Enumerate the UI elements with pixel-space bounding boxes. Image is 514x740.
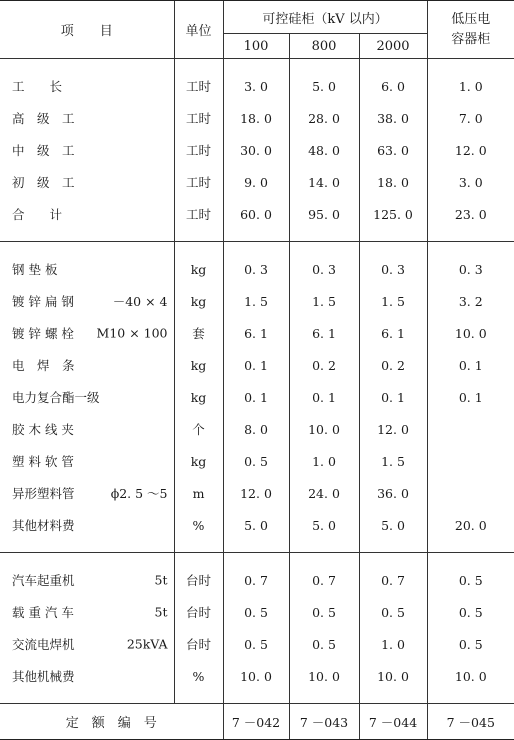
row-value: 0. 3 (427, 253, 514, 285)
row-value: 10. 0 (223, 660, 289, 692)
row-value: 63. 0 (359, 134, 427, 166)
table-row (0, 477, 514, 509)
table-row (0, 660, 514, 692)
row-value: 1. 0 (289, 445, 359, 477)
row-item-name: 异形塑料管 (12, 486, 75, 501)
row-item-name: 交流电焊机 (12, 637, 75, 652)
gap-cell (289, 692, 359, 704)
gap-cell (427, 541, 514, 553)
row-item (0, 317, 174, 349)
gap-cell (223, 553, 289, 565)
gap-cell (0, 541, 174, 553)
row-item-name: 汽车起重机 (12, 573, 75, 588)
gap-cell (427, 59, 514, 71)
gap-cell (427, 553, 514, 565)
row-item (0, 102, 174, 134)
gap-cell (359, 553, 427, 565)
row-value: 14. 0 (289, 166, 359, 198)
row-item-name: 载 重 汽 车 (12, 605, 74, 620)
row-value: 18. 0 (223, 102, 289, 134)
gap-cell (289, 59, 359, 71)
row-unit: kg (174, 349, 223, 381)
table-row (0, 317, 514, 349)
row-value: 5. 0 (359, 509, 427, 541)
row-value (427, 477, 514, 509)
gap-cell (289, 553, 359, 565)
table-row (0, 285, 514, 317)
row-value: 28. 0 (289, 102, 359, 134)
row-value: 125. 0 (359, 198, 427, 230)
row-value: 0. 1 (223, 381, 289, 413)
row-item (0, 198, 174, 230)
gap-cell (427, 230, 514, 242)
row-item-name: 工 长 (12, 79, 63, 94)
header-last-line1: 低压电 (451, 11, 491, 27)
gap-cell (174, 59, 223, 71)
gap-cell (174, 541, 223, 553)
row-unit: m (174, 477, 223, 509)
row-value: 7. 0 (427, 102, 514, 134)
row-item-name: 其他材料费 (12, 518, 75, 533)
row-value: 3. 0 (427, 166, 514, 198)
row-value: 0. 2 (289, 349, 359, 381)
section-gap (0, 242, 514, 254)
gap-cell (223, 59, 289, 71)
row-value: 0. 5 (427, 564, 514, 596)
row-unit: 工时 (174, 198, 223, 230)
gap-cell (0, 692, 174, 704)
row-value: 12. 0 (359, 413, 427, 445)
gap-cell (359, 59, 427, 71)
row-value (427, 413, 514, 445)
row-value: 5. 0 (223, 509, 289, 541)
footer-label: 定 额 编 号 (0, 704, 223, 740)
row-item-spec: 5t (154, 572, 168, 588)
row-value: 12. 0 (223, 477, 289, 509)
row-value: 3. 0 (223, 70, 289, 102)
row-value: 6. 0 (359, 70, 427, 102)
row-item-name: 其他机械费 (12, 669, 75, 684)
gap-cell (174, 230, 223, 242)
row-value: 0. 7 (223, 564, 289, 596)
gap-cell (0, 242, 174, 254)
header-group: 可控硅柜（kV 以内） (223, 1, 427, 34)
row-value: 6. 1 (359, 317, 427, 349)
header-unit: 单位 (174, 1, 223, 59)
header-row-1 (0, 1, 514, 34)
row-item (0, 253, 174, 285)
row-value: 0. 1 (359, 381, 427, 413)
header-item: 项 目 (0, 1, 174, 59)
row-value: 10. 0 (359, 660, 427, 692)
row-value: 0. 5 (223, 596, 289, 628)
row-item-name: 胶 木 线 夹 (12, 422, 74, 437)
row-value (427, 445, 514, 477)
gap-cell (359, 541, 427, 553)
row-value: 0. 5 (223, 445, 289, 477)
row-value: 0. 1 (289, 381, 359, 413)
row-item-name: 镀 锌 扁 钢 (12, 294, 74, 309)
section-gap (0, 541, 514, 553)
table-row (0, 413, 514, 445)
row-value: 1. 5 (223, 285, 289, 317)
table-row (0, 445, 514, 477)
gap-cell (0, 59, 174, 71)
header-col-2000: 2000 (359, 34, 427, 59)
row-value: 36. 0 (359, 477, 427, 509)
gap-cell (289, 242, 359, 254)
gap-cell (359, 230, 427, 242)
row-item-name: 初 级 工 (12, 175, 75, 190)
row-item-name: 塑 料 软 管 (12, 454, 74, 469)
row-item-name: 钢 垫 板 (12, 262, 58, 277)
row-unit: kg (174, 285, 223, 317)
row-value: 1. 0 (359, 628, 427, 660)
row-unit: kg (174, 381, 223, 413)
row-item-name: 中 级 工 (12, 143, 75, 158)
row-value: 9. 0 (223, 166, 289, 198)
row-item-spec: M10 × 100 (96, 325, 168, 341)
row-item-name: 电 焊 条 (12, 358, 75, 373)
row-item (0, 349, 174, 381)
row-value: 10. 0 (289, 660, 359, 692)
table-row (0, 102, 514, 134)
footer-code: 7 －044 (359, 704, 427, 740)
gap-cell (223, 692, 289, 704)
table-row (0, 596, 514, 628)
row-value: 0. 5 (223, 628, 289, 660)
row-value: 0. 5 (427, 628, 514, 660)
row-value: 0. 1 (427, 381, 514, 413)
row-value: 6. 1 (289, 317, 359, 349)
row-value: 6. 1 (223, 317, 289, 349)
row-unit: 台时 (174, 628, 223, 660)
section-gap (0, 553, 514, 565)
row-value: 10. 0 (427, 317, 514, 349)
row-unit: 工时 (174, 166, 223, 198)
footer-code: 7 －045 (427, 704, 514, 740)
gap-cell (0, 230, 174, 242)
gap-cell (427, 242, 514, 254)
table-row (0, 564, 514, 596)
row-value: 18. 0 (359, 166, 427, 198)
row-value: 5. 0 (289, 70, 359, 102)
gap-cell (289, 230, 359, 242)
row-item (0, 134, 174, 166)
row-item (0, 285, 174, 317)
row-unit: kg (174, 445, 223, 477)
row-value: 24. 0 (289, 477, 359, 509)
row-unit: 台时 (174, 564, 223, 596)
row-value: 1. 5 (359, 285, 427, 317)
row-value: 48. 0 (289, 134, 359, 166)
table-row (0, 381, 514, 413)
row-value: 0. 3 (223, 253, 289, 285)
table-row (0, 134, 514, 166)
row-item-name: 电力复合酯一级 (12, 390, 100, 405)
row-item-spec: 25kVA (126, 636, 168, 652)
gap-cell (223, 541, 289, 553)
row-unit: 套 (174, 317, 223, 349)
table-row (0, 70, 514, 102)
row-item (0, 166, 174, 198)
row-value: 0. 2 (359, 349, 427, 381)
table-row (0, 349, 514, 381)
row-item-name: 镀 锌 螺 栓 (12, 326, 74, 341)
row-value: 8. 0 (223, 413, 289, 445)
footer-code: 7 －043 (289, 704, 359, 740)
row-unit: 工时 (174, 70, 223, 102)
gap-cell (223, 242, 289, 254)
row-value: 1. 5 (359, 445, 427, 477)
row-unit: kg (174, 253, 223, 285)
row-value: 12. 0 (427, 134, 514, 166)
table-row (0, 509, 514, 541)
section-gap (0, 59, 514, 71)
row-item-name: 合 计 (12, 207, 63, 222)
row-item (0, 564, 174, 596)
table-row (0, 166, 514, 198)
row-value: 0. 7 (359, 564, 427, 596)
row-value: 20. 0 (427, 509, 514, 541)
header-col-800: 800 (289, 34, 359, 59)
gap-cell (427, 692, 514, 704)
row-item-spec: －40 × 4 (112, 294, 168, 309)
row-item-spec: ϕ2. 5 ～5 (110, 486, 168, 501)
row-unit: 个 (174, 413, 223, 445)
gap-cell (359, 692, 427, 704)
row-unit: 台时 (174, 596, 223, 628)
row-item (0, 413, 174, 445)
row-value: 0. 5 (289, 628, 359, 660)
row-value: 0. 1 (427, 349, 514, 381)
table-row (0, 253, 514, 285)
row-value: 0. 7 (289, 564, 359, 596)
section-gap (0, 692, 514, 704)
gap-cell (174, 242, 223, 254)
footer-code: 7 －042 (223, 704, 289, 740)
gap-cell (359, 242, 427, 254)
row-value: 0. 3 (359, 253, 427, 285)
row-unit: 工时 (174, 102, 223, 134)
row-value: 0. 1 (223, 349, 289, 381)
row-item (0, 628, 174, 660)
row-value: 10. 0 (289, 413, 359, 445)
row-item (0, 70, 174, 102)
section-gap (0, 230, 514, 242)
row-value: 0. 5 (289, 596, 359, 628)
row-item (0, 509, 174, 541)
row-item (0, 596, 174, 628)
gap-cell (174, 692, 223, 704)
header-last (427, 1, 514, 59)
table-row (0, 628, 514, 660)
row-value: 30. 0 (223, 134, 289, 166)
table-row (0, 198, 514, 230)
row-item-spec: 5t (154, 604, 168, 620)
gap-cell (0, 553, 174, 565)
gap-cell (289, 541, 359, 553)
row-value: 3. 2 (427, 285, 514, 317)
row-unit: 工时 (174, 134, 223, 166)
row-unit: % (174, 660, 223, 692)
row-value: 23. 0 (427, 198, 514, 230)
row-value: 0. 5 (427, 596, 514, 628)
row-item-name: 高 级 工 (12, 111, 75, 126)
row-value: 1. 0 (427, 70, 514, 102)
gap-cell (223, 230, 289, 242)
row-item (0, 445, 174, 477)
row-item (0, 477, 174, 509)
row-value: 10. 0 (427, 660, 514, 692)
gap-cell (174, 553, 223, 565)
header-col-100: 100 (223, 34, 289, 59)
header-last-line2: 容器柜 (451, 31, 491, 47)
row-value: 38. 0 (359, 102, 427, 134)
row-value: 0. 5 (359, 596, 427, 628)
row-unit: % (174, 509, 223, 541)
row-value: 95. 0 (289, 198, 359, 230)
row-value: 0. 3 (289, 253, 359, 285)
row-item (0, 660, 174, 692)
row-value: 1. 5 (289, 285, 359, 317)
row-item (0, 381, 174, 413)
footer-row (0, 704, 514, 740)
row-value: 5. 0 (289, 509, 359, 541)
row-value: 60. 0 (223, 198, 289, 230)
